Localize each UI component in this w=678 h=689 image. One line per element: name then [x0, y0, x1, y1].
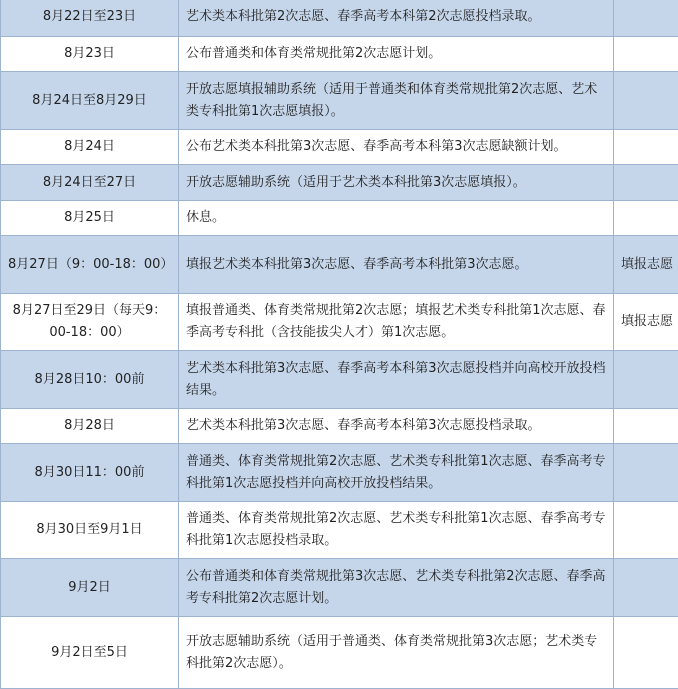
schedule-action-cell — [614, 201, 678, 236]
schedule-date-cell: 9月2日至5日 — [1, 617, 179, 689]
schedule-date-cell: 8月30日至9月1日 — [1, 502, 179, 559]
schedule-content-cell: 开放志愿辅助系统（适用于普通类、体育类常规批第3次志愿；艺术类专科批第2次志愿）。 — [179, 617, 614, 689]
schedule-date-cell: 8月24日 — [1, 130, 179, 165]
schedule-action-cell — [614, 559, 678, 617]
schedule-table-body — [1, 0, 678, 689]
table-row — [1, 0, 678, 37]
table-row — [1, 165, 678, 201]
schedule-date-cell: 9月2日 — [1, 559, 179, 617]
table-row — [1, 294, 678, 351]
schedule-action-cell — [614, 72, 678, 130]
schedule-date-cell: 8月28日 — [1, 409, 179, 444]
schedule-date-cell: 8月27日至29日（每天9：00-18：00） — [1, 294, 179, 351]
schedule-date-cell: 8月30日11：00前 — [1, 444, 179, 502]
schedule-content-cell: 普通类、体育类常规批第2次志愿、艺术类专科批第1次志愿、春季高考专科批第1次志愿投档录取。 — [179, 502, 614, 559]
schedule-content-cell: 填报普通类、体育类常规批第2次志愿；填报艺术类专科批第1次志愿、春季高考专科批（含技能拔尖人才）第1次志愿。 — [179, 294, 614, 351]
schedule-action-cell — [614, 165, 678, 201]
schedule-content-cell: 公布普通类和体育类常规批第3次志愿、艺术类专科批第2次志愿、春季高考专科批第2次志愿计划。 — [179, 559, 614, 617]
schedule-content-cell: 艺术类本科批第3次志愿、春季高考本科第3次志愿投档并向高校开放投档结果。 — [179, 351, 614, 409]
schedule-content-cell: 公布普通类和体育类常规批第2次志愿计划。 — [179, 37, 614, 72]
table-row — [1, 409, 678, 444]
schedule-action-cell: 填报志愿 — [614, 236, 678, 294]
schedule-date-cell: 8月28日10：00前 — [1, 351, 179, 409]
schedule-action-cell — [614, 0, 678, 37]
schedule-content-cell: 开放志愿辅助系统（适用于艺术类本科批第3次志愿填报）。 — [179, 165, 614, 201]
schedule-content-cell: 开放志愿填报辅助系统（适用于普通类和体育类常规批第2次志愿、艺术类专科批第1次志愿填报）。 — [179, 72, 614, 130]
schedule-content-cell: 艺术类本科批第3次志愿、春季高考本科第3次志愿投档录取。 — [179, 409, 614, 444]
table-row — [1, 559, 678, 617]
schedule-content-cell: 休息。 — [179, 201, 614, 236]
schedule-date-cell: 8月27日（9：00-18：00） — [1, 236, 179, 294]
schedule-action-cell: 填报志愿 — [614, 294, 678, 351]
schedule-action-cell — [614, 444, 678, 502]
table-row — [1, 72, 678, 130]
schedule-date-cell: 8月22日至23日 — [1, 0, 179, 37]
schedule-content-cell: 公布艺术类本科批第3次志愿、春季高考本科第3次志愿缺额计划。 — [179, 130, 614, 165]
schedule-date-cell: 8月25日 — [1, 201, 179, 236]
schedule-date-cell: 8月23日 — [1, 37, 179, 72]
schedule-action-cell — [614, 409, 678, 444]
schedule-content-cell: 普通类、体育类常规批第2次志愿、艺术类专科批第1次志愿、春季高考专科批第1次志愿投档并向高校开放投档结果。 — [179, 444, 614, 502]
table-row — [1, 351, 678, 409]
schedule-action-cell — [614, 617, 678, 689]
table-row — [1, 37, 678, 72]
table-row — [1, 444, 678, 502]
schedule-action-cell — [614, 502, 678, 559]
table-row — [1, 130, 678, 165]
schedule-action-cell — [614, 37, 678, 72]
schedule-action-cell — [614, 351, 678, 409]
table-row — [1, 236, 678, 294]
schedule-action-cell — [614, 130, 678, 165]
schedule-content-cell: 填报艺术类本科批第3次志愿、春季高考本科批第3次志愿。 — [179, 236, 614, 294]
table-row — [1, 617, 678, 689]
schedule-date-cell: 8月24日至27日 — [1, 165, 179, 201]
schedule-content-cell: 艺术类本科批第2次志愿、春季高考本科第2次志愿投档录取。 — [179, 0, 614, 37]
schedule-date-cell: 8月24日至8月29日 — [1, 72, 179, 130]
table-row — [1, 502, 678, 559]
table-row — [1, 201, 678, 236]
